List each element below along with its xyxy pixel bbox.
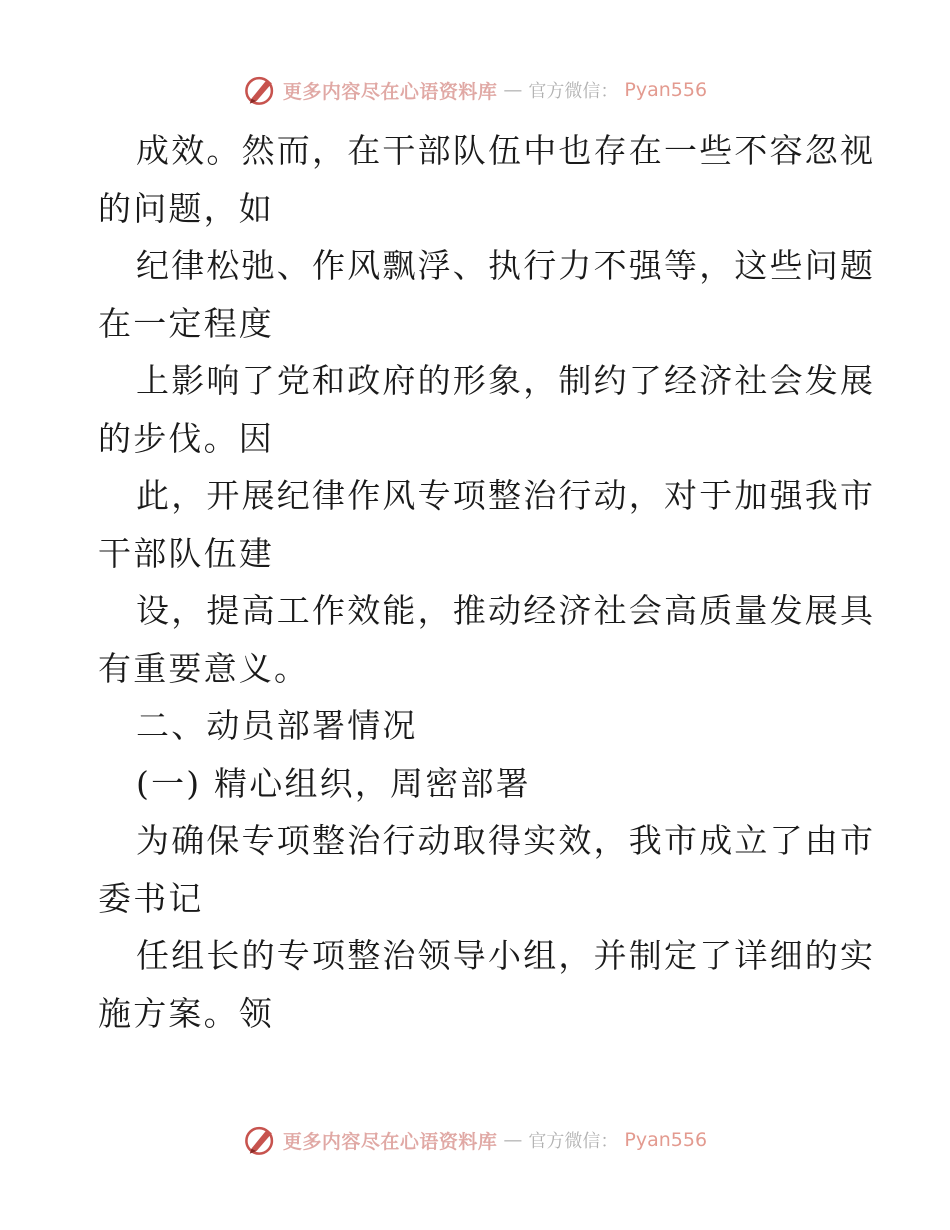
text-line: 为确保专项整治行动取得实效，我市成立了由市 <box>136 821 876 860</box>
text-line: 在一定程度 <box>98 303 274 343</box>
watermark-id: Pyan556 <box>624 1129 708 1151</box>
watermark-id: Pyan556 <box>624 79 708 101</box>
pen-logo-icon <box>243 73 277 107</box>
document-body <box>98 122 876 1042</box>
text-line: 任组长的专项整治领导小组，并制定了详细的实 <box>136 936 876 975</box>
text-line: 干部队伍建 <box>98 533 274 573</box>
text-line: 成效。然而，在干部队伍中也存在一些不容忽视 <box>136 131 876 170</box>
watermark-label: 官方微信： <box>528 81 619 102</box>
text-line: 二、动员部署情况 <box>136 706 418 745</box>
text-line: 的步伐。因 <box>98 418 274 458</box>
text-line: (一) 精心组织，周密部署 <box>136 763 531 803</box>
text-line: 上影响了党和政府的形象，制约了经济社会发展 <box>136 361 876 400</box>
text-line: 委书记 <box>98 878 204 918</box>
text-line: 纪律松弛、作风飘浮、执行力不强等，这些问题 <box>136 246 876 285</box>
text-line: 施方案。领 <box>98 993 274 1033</box>
watermark-separator: — <box>503 1129 523 1151</box>
watermark-label: 官方微信： <box>528 1131 619 1152</box>
watermark-text: 更多内容尽在心语资料库 <box>282 80 498 103</box>
footer-watermark <box>0 1120 950 1160</box>
text-line: 的问题，如 <box>98 188 274 228</box>
text-line: 有重要意义。 <box>98 648 310 688</box>
text-line: 此，开展纪律作风专项整治行动，对于加强我市 <box>136 476 876 515</box>
pen-logo-icon <box>243 1123 277 1157</box>
header-watermark <box>0 70 950 110</box>
watermark-separator: — <box>503 79 523 101</box>
watermark-text: 更多内容尽在心语资料库 <box>282 1130 498 1153</box>
text-line: 设，提高工作效能，推动经济社会高质量发展具 <box>136 591 876 630</box>
